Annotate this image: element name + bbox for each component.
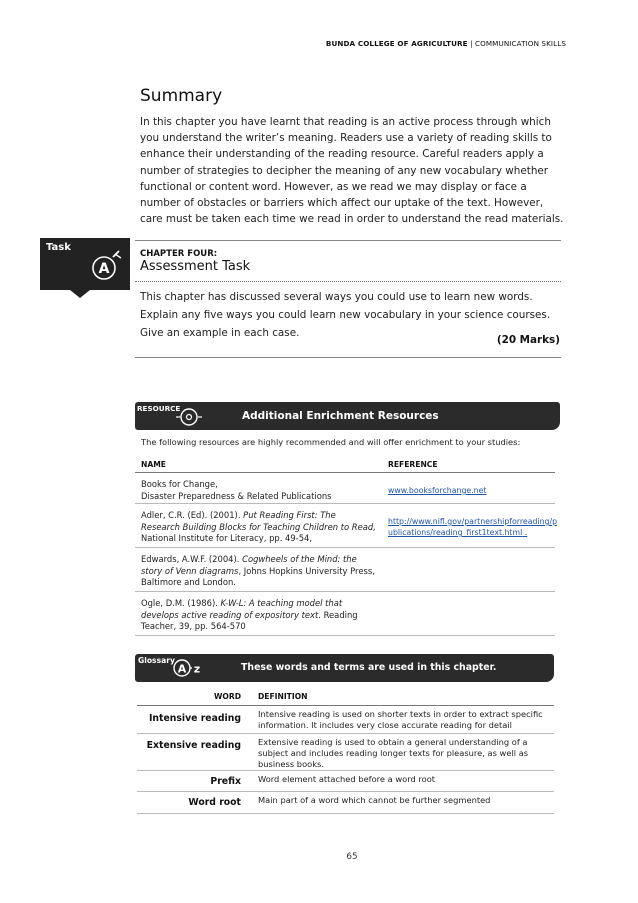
- task-marks: (20 Marks): [496, 334, 560, 346]
- resources-header-name: NAME: [141, 460, 166, 469]
- resource-title: Put Reading First: The Research Building Blocks for Teaching Children to Read,: [141, 510, 376, 532]
- task-title: Assessment Task: [140, 259, 251, 274]
- resources-badge: RESOURCE: [137, 404, 181, 413]
- glossary-definition: Intensive reading is used on shorter texts in order to extract specific information. It includes very close accurate reading for detail: [258, 709, 543, 730]
- task-badge: [40, 238, 130, 290]
- glossary-badge: Glossary: [138, 656, 175, 665]
- resource-row-name: [141, 479, 377, 502]
- glossary-word: Extensive reading: [146, 740, 241, 751]
- glossary-header-word: WORD: [214, 692, 241, 701]
- glossary-row-rule: [137, 791, 554, 792]
- glossary-header-rule: [137, 705, 554, 706]
- pencil-letter-a-icon: [88, 250, 122, 284]
- task-bottom-rule: [135, 357, 561, 358]
- glossary-row-rule: [137, 733, 554, 734]
- resources-intro: The following resources are highly recommended and will offer enrichment to your studies:: [141, 437, 521, 447]
- header-separator: |: [470, 39, 473, 48]
- resource-row-rule: [135, 503, 555, 504]
- resources-header-reference: REFERENCE: [388, 460, 438, 469]
- glossary-word: Word root: [188, 797, 241, 808]
- resource-publisher: National Institute for Literacy, pp. 49-54,: [141, 533, 313, 543]
- glossary-word: Prefix: [210, 776, 241, 787]
- resource-name-line: Disaster Preparedness & Related Publications: [141, 490, 332, 501]
- glossary-title: These words and terms are used in this chapter.: [241, 662, 497, 673]
- resource-author: Ogle, D.M. (1986).: [141, 598, 221, 608]
- header-institution: BUNDA COLLEGE OF AGRICULTURE: [325, 39, 468, 48]
- resource-row-name: [141, 510, 377, 545]
- page-number: 65: [346, 852, 358, 862]
- glossary-word: Intensive reading: [148, 713, 241, 724]
- disc-icon: [174, 404, 204, 426]
- header-course: COMMUNICATION SKILLS: [474, 39, 566, 48]
- resource-publisher: , Johns Hopkins University Press, Baltimore and London.: [141, 565, 375, 587]
- resource-row-name: [141, 598, 377, 633]
- task-dotted-rule: [135, 281, 561, 282]
- resource-name-line: Books for Change,: [141, 479, 218, 489]
- resource-link-suffix: .: [522, 528, 528, 537]
- resource-publisher: . Reading Teacher, 39, pp. 564-570: [141, 609, 358, 631]
- task-text: This chapter has discussed several ways you could use to learn new words. Explain any five ways you could learn new vocabulary in your science courses. Give an example in each case.: [140, 291, 551, 339]
- resource-author: Edwards, A.W.F. (2004).: [141, 554, 243, 564]
- task-badge-pointer: [70, 290, 90, 298]
- summary-title: Summary: [140, 86, 223, 106]
- glossary-definition: Word element attached before a word root: [258, 774, 436, 784]
- svg-text:A: A: [98, 261, 110, 277]
- running-header: [326, 39, 566, 48]
- resource-row-name: [141, 554, 377, 589]
- summary-text: In this chapter you have learnt that reading is an active process through which you understand the writer’s meaning. Readers use a variety of reading skills to enhance their understanding of the reading resource. Careful readers apply a number of strategies to decipher the meaning of any new vocabulary whether functional or content word. However, as we read we may display or face a number of obstacles or barriers which affect our uptake of the text. However, care must be taken each time we read in order to understand the read materials.: [140, 116, 564, 226]
- resources-header-rule: [135, 472, 555, 473]
- a-to-z-icon: [171, 656, 203, 678]
- resource-row-rule: [135, 591, 555, 592]
- task-badge-label: Task: [46, 242, 71, 253]
- svg-text:A: A: [177, 662, 187, 676]
- glossary-definition: Extensive reading is used to obtain a general understanding of a subject and includes reading longer texts for pleasure, as well as business books.: [258, 737, 529, 769]
- resource-row-rule: [135, 635, 555, 636]
- chapter-label: CHAPTER FOUR:: [140, 249, 218, 259]
- svg-text:z: z: [193, 662, 201, 676]
- glossary-row-rule: [137, 770, 554, 771]
- task-top-rule: [135, 240, 561, 241]
- resource-link[interactable]: www.booksforchange.net: [388, 486, 487, 495]
- resource-reference: [388, 516, 558, 538]
- resources-title: Additional Enrichment Resources: [242, 410, 439, 422]
- resource-row-rule: [135, 547, 555, 548]
- glossary-row-rule: [137, 813, 554, 814]
- resource-title: K-W-L: A teaching model that develops active reading of expository text: [141, 598, 343, 620]
- resource-author: Adler, C.R. (Ed). (2001).: [141, 510, 244, 520]
- resource-link[interactable]: http://www.nifl.gov/partnershipforreading/publications/reading_first1text.html: [388, 517, 558, 537]
- glossary-definition: Main part of a word which cannot be further segmented: [258, 795, 491, 805]
- glossary-header-definition: DEFINITION: [258, 692, 308, 701]
- resource-title: Cogwheels of the Mind: the story of Venn diagrams: [141, 554, 357, 576]
